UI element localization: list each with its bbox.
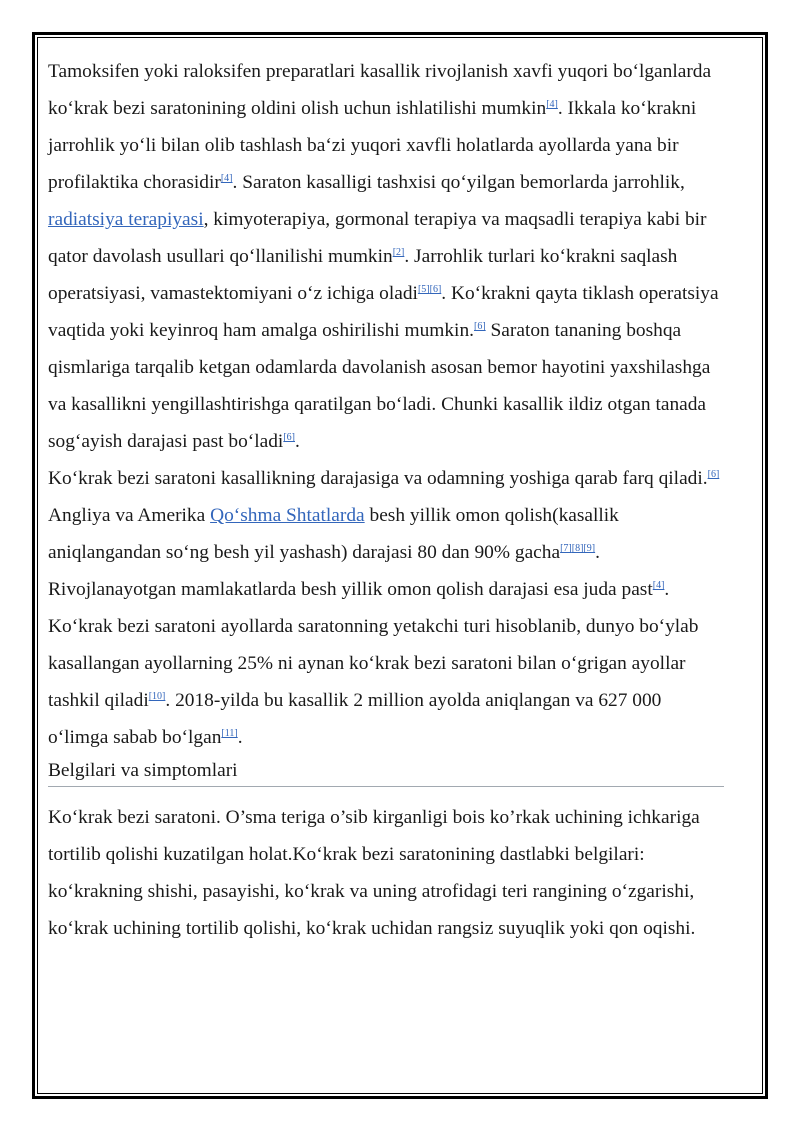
paragraph-prevention-treatment [48, 53, 724, 460]
citation-link[interactable]: [6] [707, 469, 720, 480]
citation-link[interactable]: [6] [474, 321, 486, 332]
text-run: Ko‘krak bezi saratoni kasallikning darajasiga va odamning yoshiga qarab farq qiladi. [48, 468, 708, 489]
text-run: Angliya va Amerika [48, 505, 211, 526]
text-run: Saraton tananing boshqa qismlariga tarqalib ketgan odamlarda davolanish asosan bemor hayotini yaxshilashga va kasallikni yengillashtirishga qaratilgan bo‘ladi. Chunki kasallik ildiz otgan tanada sog‘ayish darajasi past bo‘ladi [48, 320, 711, 452]
citation-link[interactable]: [2] [392, 247, 405, 258]
link-radiatsiya-terapiyasi[interactable]: radiatsiya terapiyasi [48, 209, 204, 230]
text-run: . Rivojlanayotgan mamlakatlarda besh yillik omon qolish darajasi esa juda past [48, 542, 653, 600]
text-run: Tamoksifen yoki raloksifen preparatlari kasallik rivojlanish xavfi yuqori bo‘lganlarda ko‘krak bezi saratonining oldini olish uchun ishlatilishi mumkin [48, 61, 712, 119]
text-run: . Ko‘krakni qayta tiklash operatsiya vaqtida yoki keyinroq ham amalga oshirilishi mumkin. [48, 283, 719, 341]
text-run: . [295, 431, 300, 452]
text-run: . [237, 727, 243, 748]
text-run: . 2018-yilda bu kasallik 2 million ayolda aniqlangan va 627 000 o‘limga sabab bo‘lgan [48, 690, 662, 748]
text-run: besh yillik omon qolish(kasallik aniqlangandan so‘ng besh yil yashash) darajasi 80 dan 90% gacha [48, 505, 619, 563]
citation-link[interactable]: [4] [546, 99, 558, 110]
citation-link[interactable]: [5] [417, 284, 430, 295]
citation-link[interactable]: [4] [220, 173, 233, 184]
paragraph-survival [48, 460, 724, 756]
citation-link[interactable]: [7] [560, 543, 572, 554]
text-run: . Ko‘krak bezi saratoni ayollarda saratonning yetakchi turi hisoblanib, dunyo bo‘ylab kasallangan ayollarning 25% ni aynan ko‘krak bezi saratoni bilan o‘grigan ayollar tashkil qiladi [48, 579, 699, 711]
section-heading: Belgilari va simptomlari [48, 756, 724, 787]
citation-link[interactable]: [6] [429, 284, 442, 295]
text-run: . Saraton kasalligi tashxisi qo‘yilgan bemorlarda jarrohlik, [232, 172, 685, 193]
citation-link[interactable]: [8] [571, 543, 584, 554]
article-body [48, 53, 724, 947]
text-run: . Jarrohlik turlari ko‘krakni saqlash operatsiyasi, vamastektomiyani o‘z ichiga oladi [48, 246, 678, 304]
citation-link[interactable]: [4] [652, 580, 665, 591]
citation-link[interactable]: [6] [283, 432, 295, 443]
citation-link[interactable]: [11] [221, 728, 238, 739]
citation-link[interactable]: [9] [583, 543, 596, 554]
paragraph-symptoms: Ko‘krak bezi saratoni. O’sma teriga o’sib kirganligi bois ko’rkak uchining ichkariga tortilib qolishi kuzatilgan holat.Ko‘krak bezi saratonining dastlabki belgilari: ko‘krakning shishi, pasayishi, ko‘krak va uning atrofidagi teri rangining o‘zgarishi, ko‘krak uchining tortilib qolishi, ko‘krak uchidan rangsiz suyuqlik yoki qon oqishi. [48, 807, 700, 939]
citation-link[interactable]: [10] [148, 691, 166, 702]
link-qoshma-shtatlarda[interactable]: Qo‘shma Shtatlarda [210, 505, 365, 526]
text-run: . Ikkala ko‘krakni jarrohlik yo‘li bilan olib tashlash ba‘zi yuqori xavfli holatlarda ayollarda yana bir profilaktika chorasidir [48, 98, 697, 193]
text-run: , kimyoterapiya, gormonal terapiya va maqsadli terapiya kabi bir qator davolash usullari qo‘llanilishi mumkin [48, 209, 707, 267]
